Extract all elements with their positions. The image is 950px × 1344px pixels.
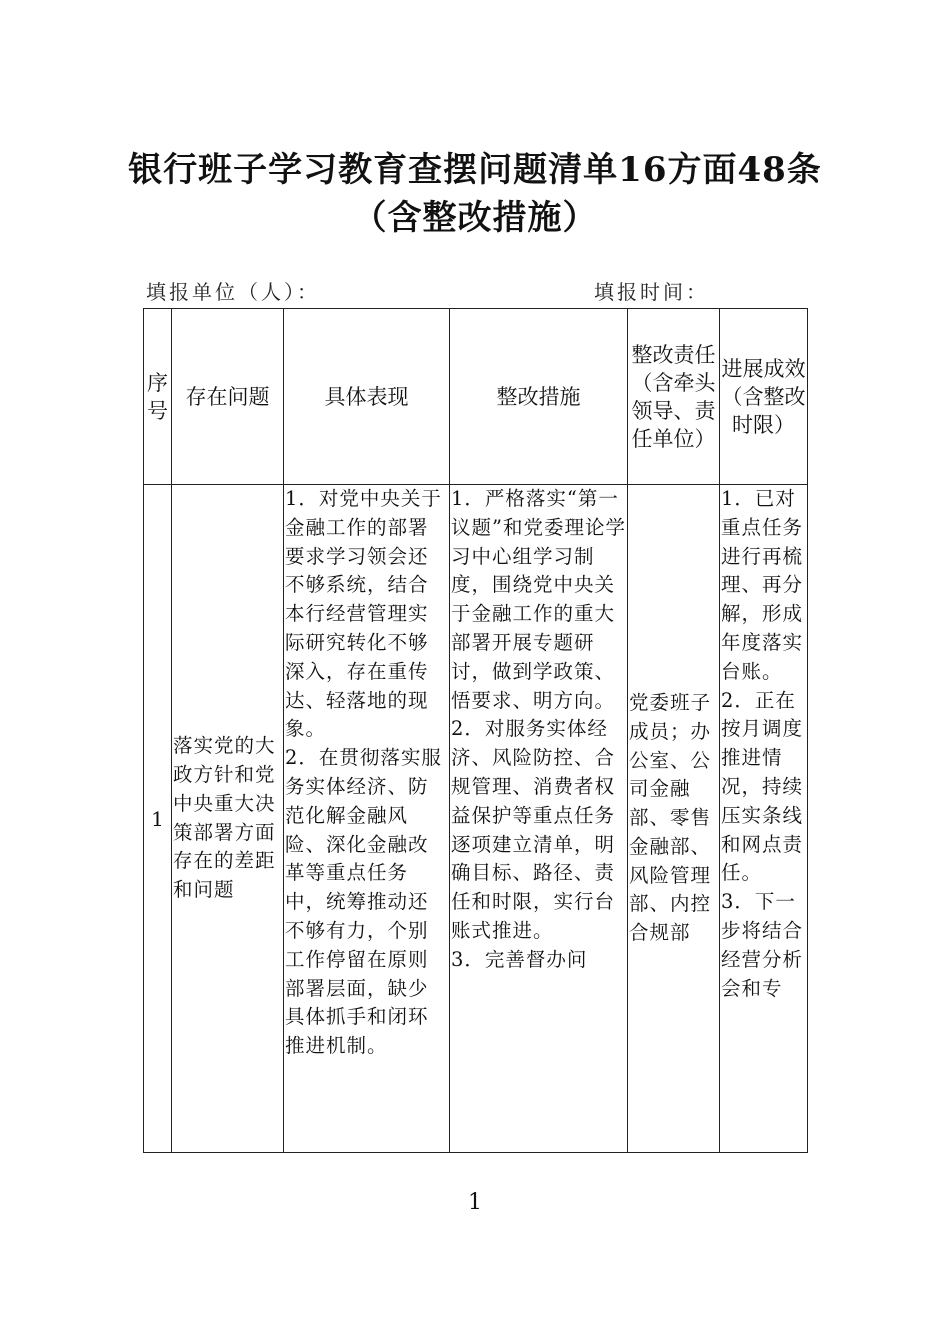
document-title: 银行班子学习教育查摆问题清单16方面48条（含整改措施） (128, 150, 822, 238)
header-responsibility: 整改责任（含牵头领导、责任单位） (628, 309, 720, 485)
header-detail: 具体表现 (284, 309, 450, 485)
header-problem: 存在问题 (172, 309, 284, 485)
fill-unit-label: 填报单位（人）： (146, 280, 320, 304)
row-seq: 1 (144, 485, 172, 1153)
header-progress: 进展成效（含整改时限） (720, 309, 808, 485)
row-measures: 1．严格落实“第一议题”和党委理论学习中心组学习制度，围绕党中央关于金融工作的重大部署开展专题研讨，做到学政策、悟要求、明方向。 2．对服务实体经济、风险防控、合规管理、消费者权益保护等重点任务逐项建立清单，明确目标、路径、责任和时限，实行台账式推进。 3．完善督办问 (450, 485, 628, 1153)
row-responsibility: 党委班子成员；办公室、公司金融部、零售金融部、风险管理部、内控合规部 (628, 485, 720, 1153)
fill-time-label: 填报时间： (594, 280, 709, 304)
page-number: 1 (468, 1190, 482, 1215)
table-row (144, 485, 808, 1153)
row-progress: 1．已对重点任务进行再梳理、再分解，形成年度落实台账。 2．正在按月调度推进情况，持续压实条线和网点责任。 3．下一步将结合经营分析会和专 (720, 485, 808, 1153)
header-measures: 整改措施 (450, 309, 628, 485)
row-detail: 1．对党中央关于金融工作的部署要求学习领会还不够系统，结合本行经营管理实际研究转化不够深入，存在重传达、轻落地的现象。 2．在贯彻落实服务实体经济、防范化解金融风险、深化金融改革等重点任务中，统筹推动还不够有力，个别工作停留在原则部署层面，缺少具体抓手和闭环推进机制。 (284, 485, 450, 1153)
table-header-row (144, 309, 808, 485)
problem-list-table (143, 308, 808, 1153)
header-seq: 序号 (144, 309, 172, 485)
row-problem: 落实党的大政方针和党中央重大决策部署方面存在的差距和问题 (172, 485, 284, 1153)
